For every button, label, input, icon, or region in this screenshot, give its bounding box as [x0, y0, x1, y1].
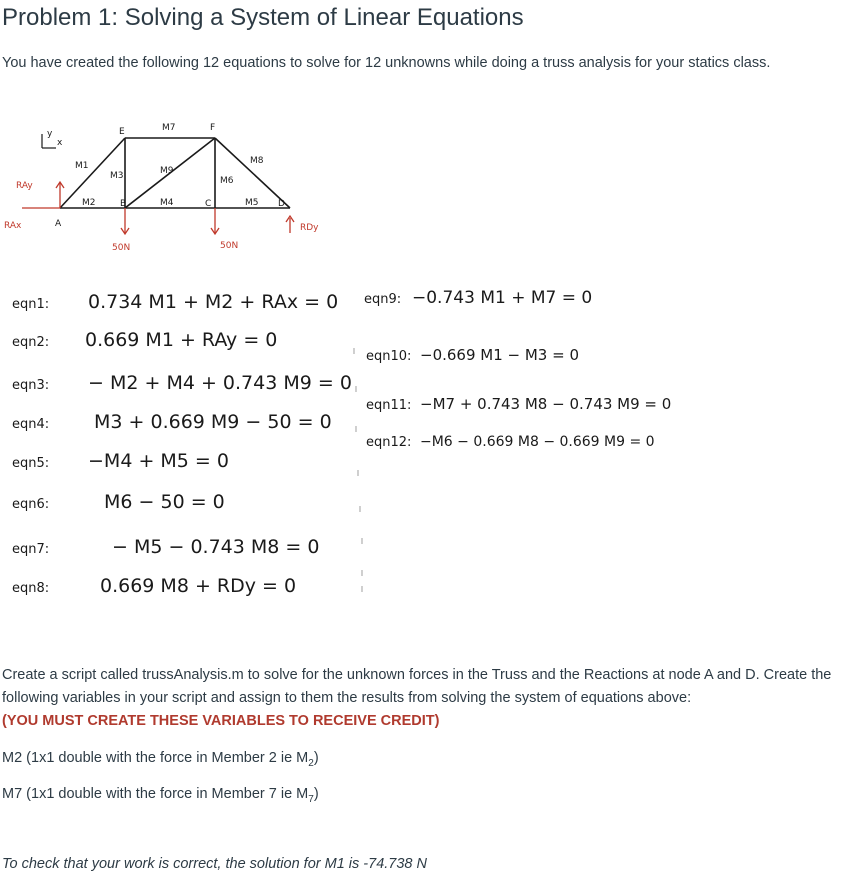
- intro-text: You have created the following 12 equations to solve for 12 unknowns while doing a truss analysis for your statics class.: [2, 55, 771, 71]
- member-m3-label: M3: [110, 171, 124, 181]
- instructions-paragraph: [2, 664, 837, 733]
- eqn8-expr: 0.669 M8 + RDy = 0: [100, 575, 297, 597]
- member-m8-label: M8: [250, 156, 264, 166]
- load-c-label: 50N: [220, 241, 239, 251]
- node-a-label: A: [55, 219, 62, 229]
- eqn12-label: eqn12:: [366, 435, 412, 450]
- eqn2-expr: 0.669 M1 + RAy = 0: [85, 329, 278, 351]
- eqn6-label: eqn6:: [12, 497, 50, 512]
- load-b-label: 50N: [112, 243, 131, 253]
- eqn1-expr: 0.734 M1 + M2 + RAx = 0: [88, 291, 339, 313]
- right-equations: [364, 288, 671, 450]
- member-m7-label: M7: [162, 123, 176, 133]
- eqn3-label: eqn3:: [12, 378, 50, 393]
- member-m2-label: M2: [82, 198, 96, 208]
- eqn9-expr: −0.743 M1 + M7 = 0: [412, 288, 593, 308]
- node-c-label: C: [205, 199, 212, 209]
- truss-and-equations-drawing: [0, 108, 842, 658]
- eqn7-expr: − M5 − 0.743 M8 = 0: [112, 536, 320, 558]
- eqn5-label: eqn5:: [12, 456, 50, 471]
- variable-m7-close: ): [313, 786, 319, 802]
- variable-m2-subscript: 2: [308, 757, 314, 769]
- member-m9-label: M9: [160, 166, 174, 176]
- separator-ticks: [354, 348, 362, 592]
- variable-m7: [2, 786, 319, 805]
- eqn4-expr: M3 + 0.669 M9 − 50 = 0: [94, 411, 332, 433]
- eqn7-label: eqn7:: [12, 542, 50, 557]
- eqn10-expr: −0.669 M1 − M3 = 0: [420, 346, 580, 364]
- eqn12-expr: −M6 − 0.669 M8 − 0.669 M9 = 0: [420, 434, 655, 450]
- axis-y-label: y: [47, 129, 53, 139]
- handwritten-figure: [0, 108, 842, 658]
- eqn6-expr: M6 − 50 = 0: [104, 491, 225, 513]
- eqn3-expr: − M2 + M4 + 0.743 M9 = 0: [88, 372, 352, 394]
- member-m1-label: M1: [75, 161, 89, 171]
- page-title: Problem 1: Solving a System of Linear Equations: [2, 4, 524, 31]
- reaction-dy-label: RDy: [300, 223, 319, 233]
- node-d-label: D: [278, 199, 285, 209]
- eqn2-label: eqn2:: [12, 335, 50, 350]
- node-e-label: E: [119, 127, 125, 137]
- variable-m2-text: M2 (1x1 double with the force in Member 2 ie M: [2, 750, 309, 766]
- variable-m7-text: M7 (1x1 double with the force in Member 7 ie M: [2, 786, 309, 802]
- solution-check-text: To check that your work is correct, the solution for M1 is -74.738 N: [2, 856, 427, 872]
- eqn4-label: eqn4:: [12, 417, 50, 432]
- reaction-ay-label: RAy: [16, 181, 33, 191]
- eqn8-label: eqn8:: [12, 581, 50, 596]
- axis-x-label: x: [57, 138, 63, 148]
- member-m5-label: M5: [245, 198, 259, 208]
- variable-m2-close: ): [313, 750, 319, 766]
- eqn9-label: eqn9:: [364, 292, 402, 307]
- variable-m7-subscript: 7: [308, 793, 314, 805]
- variable-m2: [2, 750, 319, 769]
- eqn10-label: eqn10:: [366, 349, 412, 364]
- credit-warning: (YOU MUST CREATE THESE VARIABLES TO RECEIVE CREDIT): [2, 713, 440, 729]
- node-f-label: F: [210, 123, 216, 133]
- eqn11-expr: −M7 + 0.743 M8 − 0.743 M9 = 0: [420, 395, 672, 413]
- left-equations: [12, 291, 352, 597]
- instructions-text: Create a script called trussAnalysis.m to solve for the unknown forces in the Truss and the Reactions at node A and D. Create the following variables in your script and assign to them the results from solving the system of equations above:: [2, 667, 832, 706]
- reaction-ax-label: RAx: [4, 221, 22, 231]
- eqn5-expr: −M4 + M5 = 0: [88, 450, 229, 472]
- eqn11-label: eqn11:: [366, 398, 412, 413]
- member-m4-label: M4: [160, 198, 174, 208]
- member-m6-label: M6: [220, 176, 234, 186]
- eqn1-label: eqn1:: [12, 297, 50, 312]
- node-b-label: B: [120, 199, 127, 209]
